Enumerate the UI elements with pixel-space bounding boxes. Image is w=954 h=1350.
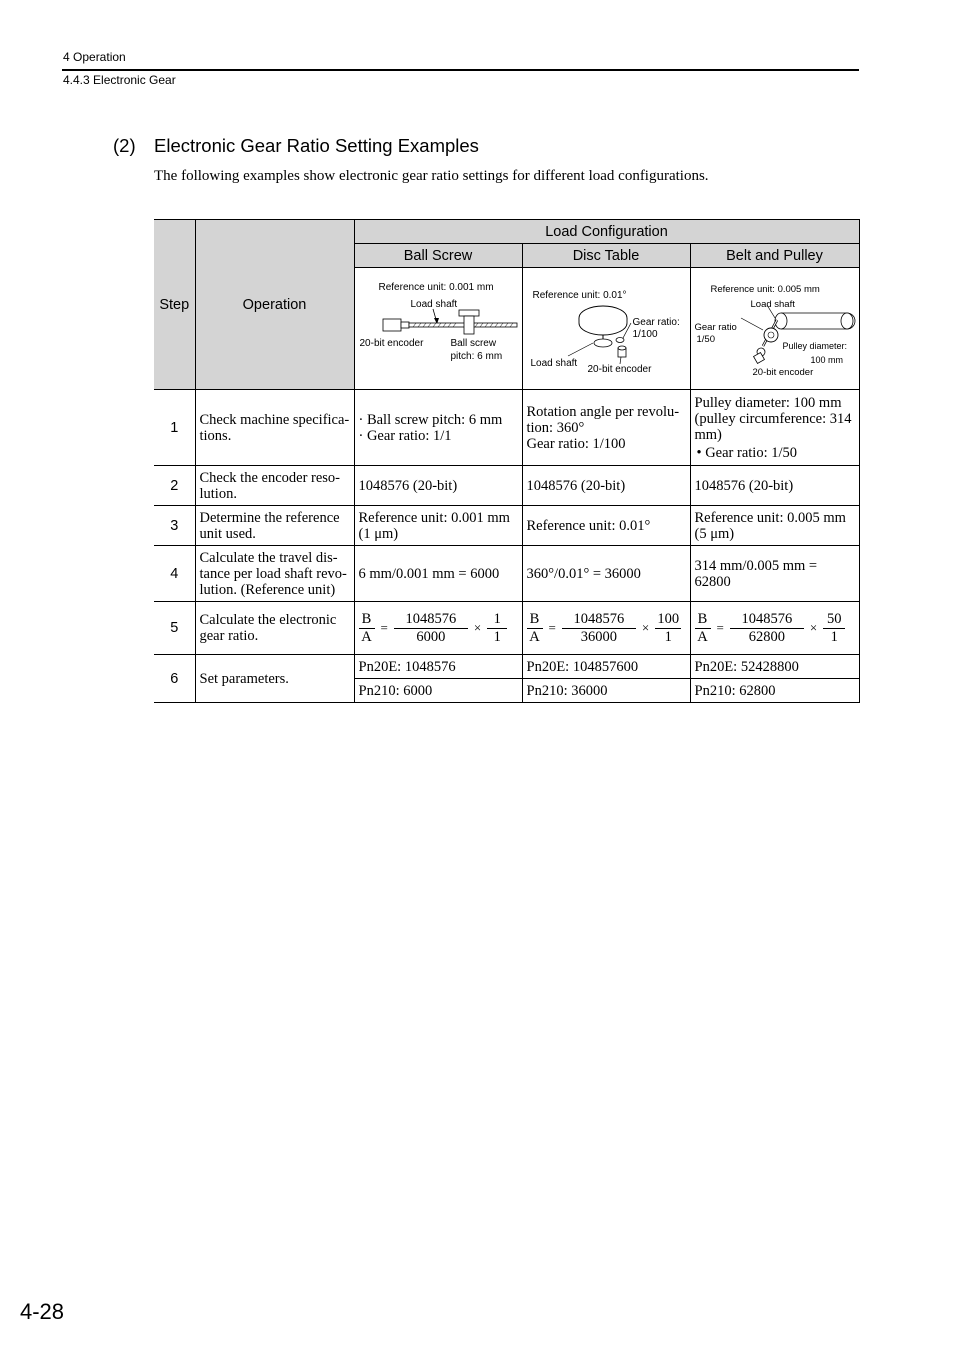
operation-cell: Calculate the travel dis-tance per load shaft revo-lution. (Reference unit) [195, 546, 354, 602]
table-row [154, 466, 859, 506]
numerator: 100 [657, 610, 680, 627]
header-step: Step [154, 220, 195, 390]
operation-cell: Calculate the electronic gear ratio. [195, 602, 354, 655]
operation-cell: Check the encoder reso-lution. [195, 466, 354, 506]
intro-paragraph: The following examples show electronic gear ratio settings for different load configurations. [154, 168, 709, 184]
a-symbol: A [529, 628, 540, 645]
disc-table-cell: Reference unit: 0.01° [522, 506, 690, 546]
denominator: 6000 [416, 628, 446, 645]
equals-sign: = [716, 620, 724, 635]
table-row [154, 390, 859, 466]
disc-table-cell [522, 390, 690, 466]
ball-encoder-label: 20-bit encoder [359, 338, 424, 349]
step-number: 6 [154, 655, 195, 703]
disc-gear-label-2: 1/100 [632, 329, 658, 340]
table-row [154, 546, 859, 602]
gear-ratio-table [154, 219, 860, 703]
belt-gear-label-1: Gear ratio [694, 322, 737, 333]
header-belt-pulley: Belt and Pulley [690, 244, 859, 268]
belt-pulley-cell: 314 mm/0.005 mm = 62800 [690, 546, 859, 602]
disc-table-diagram [522, 268, 690, 390]
ball-pitch-label-2: pitch: 6 mm [450, 351, 503, 362]
numerator: 50 [826, 610, 842, 627]
ball-screw-cell: 1048576 (20-bit) [354, 466, 522, 506]
header-operation: Operation [195, 220, 354, 390]
operation-cell: Check machine specifica-tions. [195, 390, 354, 466]
disc-table-cell: 1048576 (20-bit) [522, 466, 690, 506]
belt-pulley-cell [690, 602, 859, 655]
ball-ref-unit-label: Reference unit: 0.001 mm [378, 282, 494, 293]
operation-cell: Determine the reference unit used. [195, 506, 354, 546]
belt-diameter-text: Pulley diameter: 100 mm (pulley circumference: 314 mm) [694, 394, 852, 443]
belt-gear-text: • Gear ratio: 1/50 [696, 444, 798, 461]
ball-screw-cell [354, 390, 522, 466]
disc-gear-ratio-formula [527, 611, 686, 646]
section-number: (2) [113, 135, 136, 156]
belt-encoder-label: 20-bit encoder [752, 367, 814, 378]
step-number: 1 [154, 390, 195, 466]
section-title-text: Electronic Gear Ratio Setting Examples [154, 135, 479, 156]
header-ball-screw: Ball Screw [354, 244, 522, 268]
belt-pulley-label-1: Pulley diameter: [782, 341, 848, 351]
denominator: 62800 [748, 628, 785, 645]
numerator: 1048576 [405, 610, 457, 627]
chapter-header: 4 Operation [63, 50, 126, 64]
header-load-configuration: Load Configuration [354, 220, 859, 244]
ball-screw-cell: Pn20E: 1048576 [354, 655, 522, 679]
times-sign: × [809, 620, 818, 635]
step-number: 2 [154, 466, 195, 506]
numerator: 1048576 [741, 610, 793, 627]
belt-pulley-cell: Pn20E: 52428800 [690, 655, 859, 679]
ball-screw-drawing [355, 268, 523, 389]
belt-load-shaft-label: Load shaft [750, 299, 795, 310]
belt-pulley-diagram [690, 268, 859, 390]
disc-encoder-label: 20-bit encoder [587, 364, 652, 375]
equals-sign: = [548, 620, 556, 635]
operation-cell: Set parameters. [195, 655, 354, 703]
disc-table-cell: Pn210: 36000 [522, 679, 690, 703]
ball-screw-diagram [354, 268, 522, 390]
header-disc-table: Disc Table [522, 244, 690, 268]
a-symbol: A [697, 628, 708, 645]
ball-gear-ratio-formula [359, 611, 518, 646]
belt-ref-unit-label: Reference unit: 0.005 mm [710, 284, 820, 295]
ball-load-shaft-label: Load shaft [410, 299, 458, 310]
times-sign: × [641, 620, 650, 635]
disc-gear-label-1: Gear ratio: [632, 317, 680, 328]
b-symbol: B [529, 610, 540, 627]
equals-sign: = [380, 620, 388, 635]
denominator: 1 [830, 628, 838, 645]
ball-pitch-text: · Ball screw pitch: 6 mm [358, 411, 503, 428]
ball-gear-text: · Gear ratio: 1/1 [358, 427, 452, 444]
b-symbol: B [697, 610, 708, 627]
ball-screw-cell: 6 mm/0.001 mm = 6000 [354, 546, 522, 602]
table-row [154, 602, 859, 655]
belt-pulley-cell: Pn210: 62800 [690, 679, 859, 703]
denominator: 1 [664, 628, 672, 645]
denominator: 36000 [580, 628, 617, 645]
numerator: 1048576 [573, 610, 625, 627]
ball-screw-cell: Reference unit: 0.001 mm (1 μm) [354, 506, 522, 546]
disc-gear-text: Gear ratio: 1/100 [526, 435, 626, 452]
b-symbol: B [361, 610, 372, 627]
ball-pitch-label-1: Ball screw [450, 338, 497, 349]
belt-gear-label-2: 1/50 [696, 334, 715, 345]
numerator: 1 [493, 610, 501, 627]
belt-gear-ratio-formula [695, 611, 855, 646]
disc-table-cell: Pn20E: 104857600 [522, 655, 690, 679]
times-sign: × [473, 620, 482, 635]
step-number: 4 [154, 546, 195, 602]
section-title [113, 135, 479, 157]
disc-load-shaft-label: Load shaft [530, 358, 578, 369]
belt-pulley-cell: Reference unit: 0.005 mm (5 μm) [690, 506, 859, 546]
disc-ref-unit-label: Reference unit: 0.01° [532, 290, 627, 301]
belt-pulley-cell: 1048576 (20-bit) [690, 466, 859, 506]
section-header: 4.4.3 Electronic Gear [63, 73, 176, 87]
denominator: 1 [493, 628, 501, 645]
a-symbol: A [361, 628, 372, 645]
table-row [154, 506, 859, 546]
step-number: 3 [154, 506, 195, 546]
step-number: 5 [154, 602, 195, 655]
disc-rotation-text: Rotation angle per revolu-tion: 360° [526, 403, 680, 436]
ball-screw-cell: Pn210: 6000 [354, 679, 522, 703]
disc-table-cell [522, 602, 690, 655]
page-number: 4-28 [20, 1299, 65, 1324]
belt-pulley-cell [690, 390, 859, 466]
table-row [154, 655, 859, 679]
disc-table-cell: 360°/0.01° = 36000 [522, 546, 690, 602]
ball-screw-cell [354, 602, 522, 655]
belt-pulley-label-2: 100 mm [810, 355, 844, 365]
header-rule [62, 69, 859, 71]
